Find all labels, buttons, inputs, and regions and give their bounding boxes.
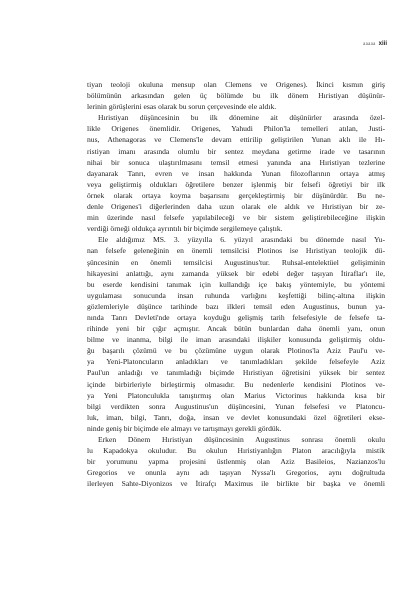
text-line: ninde geniş bir biçimde ele almayı ve tartışmayı gerekli gördük. xyxy=(87,423,282,433)
text-line: içinde birbirleriyle birleştirmiş olmasıdır. Bu nedenlerle kendisini Plotinos ve- xyxy=(87,379,385,389)
text-line: şüncesinin en önemli temsilcisi Augustinus'tur. Ruhsal-entelektüel gelişiminin xyxy=(87,257,385,267)
text-line: nus, Athenagoras ve Clemens'le devam ettirilip geliştirilen Yunan aklı ile Hı- xyxy=(87,135,385,145)
paragraph xyxy=(87,434,385,489)
text-line: Paul'un anladığı ve tanımladığı biçimde Hıristiyan öğretisini yüksek bir sentez xyxy=(87,368,385,378)
text-line: lu Kapadokya okuludur. Bu okulun Hıristiyanlığın Platon aracılığıyla mistik xyxy=(87,446,385,456)
body-text xyxy=(87,79,385,489)
text-line: bilme ve inanma, bilgi ile iman arasındaki ilişkiler konusunda geliştirmiş oldu- xyxy=(87,335,385,345)
paragraph xyxy=(87,234,385,434)
text-line: tiyan teoloji okuluna mensup olan Clemens ve Origenes). İkinci kısmın giriş xyxy=(87,80,385,89)
paragraph xyxy=(87,112,385,234)
text-line: ya Yeni Platonculukla tanıştırmış olan Marius Victorinus hakkında kısa bir xyxy=(87,390,385,400)
text-line: Erken Dönem Hıristiyan düşüncesinin Augustinus sonrası önemli okulu xyxy=(98,435,385,444)
text-line: Gregorios ve onunla aynı adı taşıyan Nyssa'lı Gregorios, aynı doğrultuda xyxy=(87,468,385,478)
paragraph xyxy=(87,79,385,112)
text-line: gözlemleriyle düşünce tarihinde bazı ilkleri temsil eden Augustinus, bunun ya- xyxy=(87,301,385,311)
text-line: bölümünün arkasından gelen üç bölümde bu ilk dönem Hıristiyan düşünür- xyxy=(87,91,385,101)
text-line: lerinin görüşlerini esas olarak bu sorun çerçevesinde ele aldık. xyxy=(87,102,277,112)
text-line: nan felsefe geleneğinin en önemli temsilcisi Plotinos ise Hıristiyan teolojik dü- xyxy=(87,246,385,256)
text-line: ya Yeni-Platoncuların anladıkları ve tanımladıkları şekilde felsefeyle Aziz xyxy=(87,357,385,367)
page-header xyxy=(363,41,387,47)
text-line: min üzerinde nasıl felsefe yapılabileceği ve bir sistem geliştirebileceğine ilişkin xyxy=(87,213,385,223)
text-line: örnek olarak ortaya koyma başarısını gerçekleştirmiş bir düşünürdür. Bu ne- xyxy=(87,190,385,200)
header-mark: aaaaa xyxy=(363,41,376,47)
text-line: bu eserde kendisini tanımak için kullandığı içe bakış yöntemiyle, bu yöntemi xyxy=(87,279,385,289)
text-line: ilerleyen Sahte-Diyonizos ve İtirafçı Maximus ile birlikte bir başka ve önemli xyxy=(87,479,385,489)
text-line: veya geliştirmiş oldukları öğretilere benzer işlenmiş bir felsefi öğretiyi bir ilk xyxy=(87,179,385,189)
text-line: luk, iman, bilgi, Tanrı, doğa, insan ve devlet konusundaki özel öğretileri ekse- xyxy=(87,412,385,422)
text-line: hikayesini anlattığı, aynı zamanda yüksek bir edebi değer taşıyan İtiraflar'ı ile, xyxy=(87,268,385,278)
text-line: ğu başarılı çözümü ve bu çözümüne uygun olarak Plotinos'la Aziz Paul'u ve- xyxy=(87,346,385,356)
text-line: verdiği örneği oldukça ayrıntılı bir biçimde sergilemeye çalıştık. xyxy=(87,224,283,234)
text-line: ristiyan imanı arasında olumlu bir sentez meydana getirme irade ve tasarının xyxy=(87,146,385,156)
text-line: Ele aldığımız MS. 3. yüzyılla 6. yüzyıl arasındaki bu dönemde nasıl Yu- xyxy=(98,235,385,245)
text-line: uygulaması sonucunda insan ruhunda varlığını keşfettiği bilinç-altına ilişkin xyxy=(87,290,385,300)
text-line: Hıristiyan düşüncesinin bu ilk dönemine ait düşünürler arasında özel- xyxy=(98,113,385,123)
text-line: likle Origenes önemlidir. Origenes, Yahudi Philon'la temelleri atılan, Justi- xyxy=(87,124,385,134)
text-line: nında Tanrı Devleti'nde ortaya koyduğu gelişmiş tarih felsefesiyle de felsefe ta- xyxy=(87,312,385,322)
text-line: nihai bir sonuca ulaştırılmasını temsil etmesi yanında ana Hıristiyan tezlerine xyxy=(87,157,385,167)
page-number: xiii xyxy=(378,41,387,47)
text-line: denle Origenes'i diğerlerinden daha uzun olarak ele aldık ve Hıristiyan bir ze- xyxy=(87,202,385,212)
text-line: bilgi verdikten sonra Augustinus'un düşüncesini, Yunan felsefesi ve Platoncu- xyxy=(87,401,385,411)
text-line: dayanarak Tanrı, evren ve insan hakkında Yunan filozoflarının ortaya atmış xyxy=(87,168,385,178)
text-line: bir yorumunu yapma projesini üstlenmiş olan Aziz Basileios, Nazianzos'lu xyxy=(87,457,385,467)
text-line: rihinde yeni bir çığır açmıştır. Ancak bütün bunlardan daha önemli yanı, onun xyxy=(87,324,385,334)
